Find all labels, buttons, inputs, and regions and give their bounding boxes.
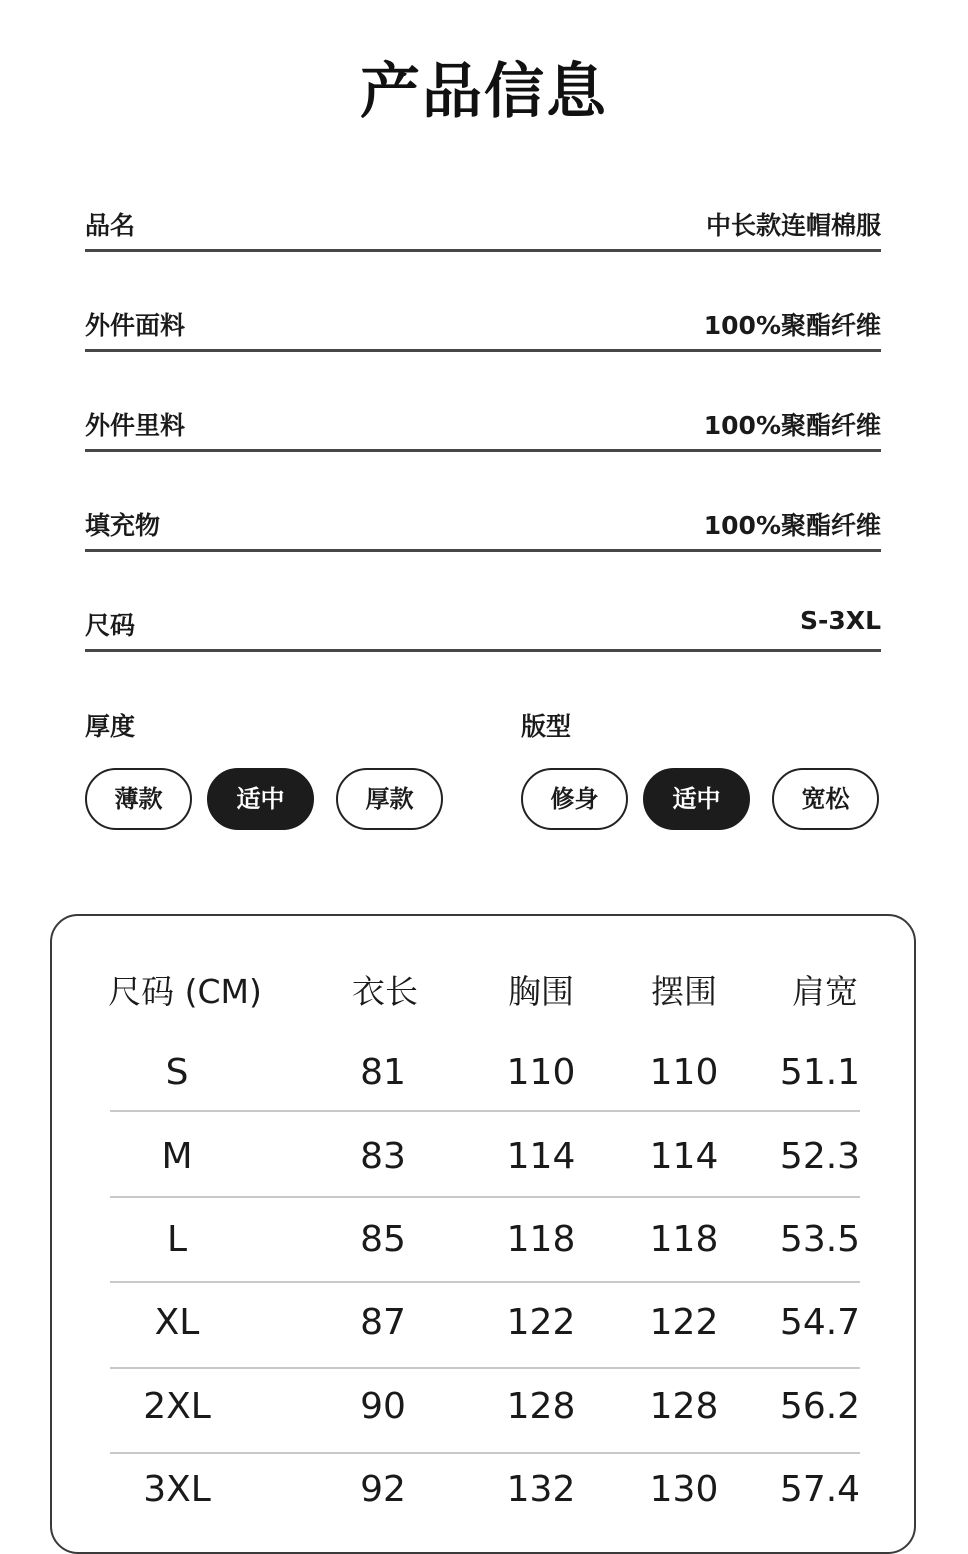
info-value: 100%聚酯纤维 [703,311,881,340]
table-cell: 128 [649,1386,719,1427]
info-label: 外件面料 [85,311,186,340]
table-cell: 90 [360,1386,406,1427]
divider [85,449,881,452]
info-row-outer-fabric [85,288,881,388]
info-row-size-range [85,588,881,688]
info-label: 品名 [85,211,136,240]
thickness-option-medium[interactable]: 适中 [207,768,314,830]
table-cell: 54.7 [779,1302,861,1343]
info-label: 填充物 [85,511,161,540]
header-cell: 胸围 [508,972,574,1011]
row-divider [110,1110,860,1112]
header-cell: 衣长 [352,972,418,1011]
product-info-list [85,188,881,688]
thickness-option-thin[interactable]: 薄款 [85,768,192,830]
table-cell: 85 [360,1219,406,1260]
table-cell: 57.4 [779,1469,861,1510]
table-cell: 2XL [143,1386,211,1427]
row-divider [110,1281,860,1283]
info-row-filling [85,488,881,588]
thickness-label: 厚度 [85,712,136,741]
table-cell: 118 [649,1219,719,1260]
table-cell: 122 [649,1302,719,1343]
info-row-name [85,188,881,288]
row-divider [110,1196,860,1198]
table-cell: 130 [649,1469,719,1510]
table-cell: 92 [360,1469,406,1510]
table-cell: 122 [506,1302,576,1343]
table-cell: 56.2 [779,1386,861,1427]
info-value: 中长款连帽棉服 [705,211,881,240]
info-label: 外件里料 [85,411,186,440]
table-cell: 3XL [143,1469,211,1510]
table-cell: L [166,1219,188,1260]
thickness-options [85,768,485,830]
info-value: S-3XL [800,606,881,635]
header-cell: 摆围 [651,972,717,1011]
fit-option-loose[interactable]: 宽松 [772,768,879,830]
table-cell: 81 [360,1052,406,1093]
table-cell: M [161,1136,193,1177]
table-cell: 110 [506,1052,576,1093]
divider [85,649,881,652]
fit-group [521,710,850,813]
row-divider [110,1367,860,1369]
row-divider [110,1452,860,1454]
table-cell: XL [154,1302,200,1343]
thickness-option-thick[interactable]: 厚款 [336,768,443,830]
info-value: 100%聚酯纤维 [703,411,881,440]
table-cell: 128 [506,1386,576,1427]
table-cell: 87 [360,1302,406,1343]
header-cell: 尺码 (CM) [108,972,262,1011]
table-cell: 52.3 [779,1136,861,1177]
thickness-group [85,710,414,813]
divider [85,349,881,352]
header-cell: 肩宽 [792,972,858,1011]
divider [85,549,881,552]
fit-options [521,768,921,830]
table-cell: 51.1 [779,1052,861,1093]
table-cell: 118 [506,1219,576,1260]
fit-option-slim[interactable]: 修身 [521,768,628,830]
info-row-lining [85,388,881,488]
divider [85,249,881,252]
table-cell: 132 [506,1469,576,1510]
info-label: 尺码 [85,611,136,640]
page-title: 产品信息 [360,57,608,127]
table-cell: 110 [649,1052,719,1093]
info-value: 100%聚酯纤维 [703,511,881,540]
table-cell: 114 [649,1136,719,1177]
fit-option-regular[interactable]: 适中 [643,768,750,830]
table-cell: 53.5 [779,1219,861,1260]
fit-label: 版型 [521,712,572,741]
table-cell: S [165,1052,189,1093]
size-chart-card [50,914,916,1554]
table-cell: 83 [360,1136,406,1177]
table-cell: 114 [506,1136,576,1177]
